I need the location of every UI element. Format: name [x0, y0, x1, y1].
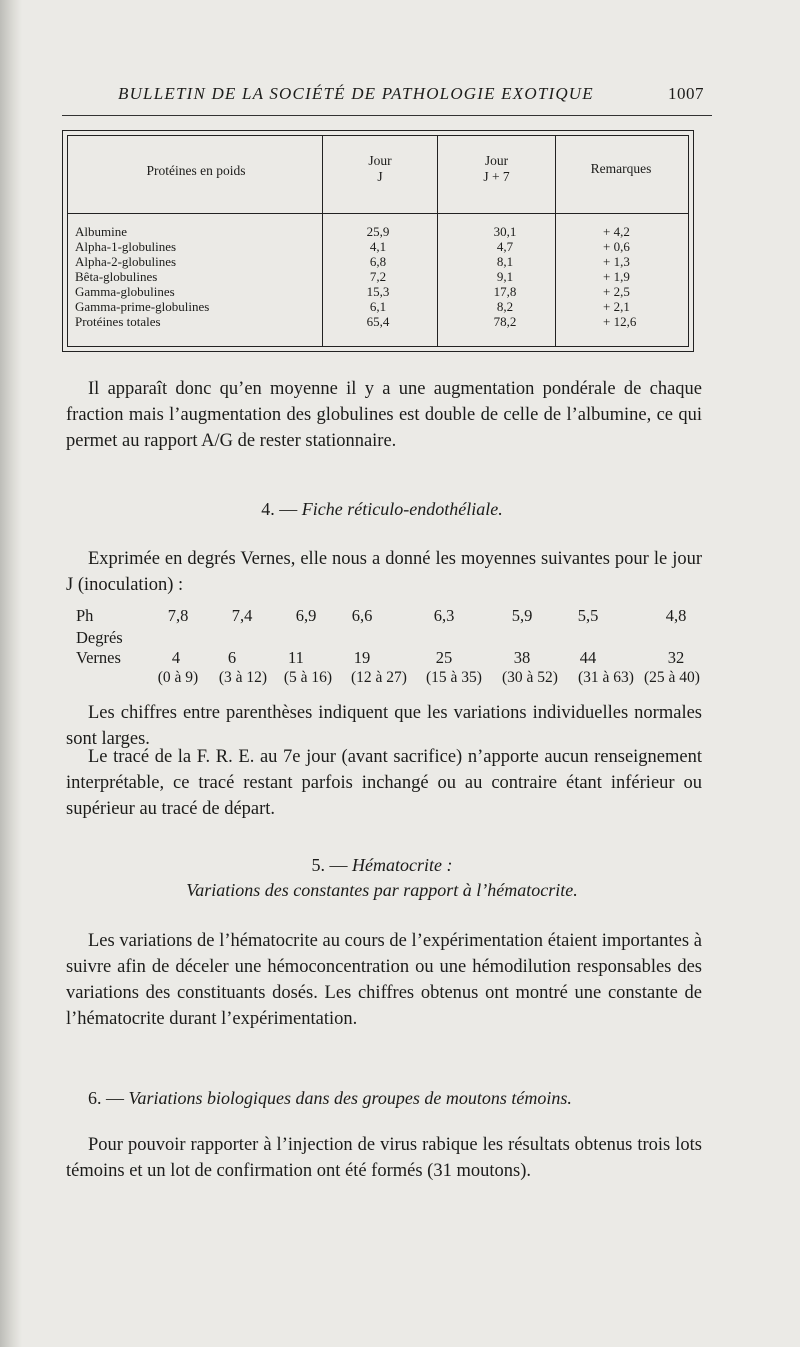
vernes-value: 38 [513, 648, 531, 667]
col-header-jour [323, 153, 437, 185]
row-rem: + 1,9 [603, 269, 630, 284]
row-rem: + 2,5 [603, 284, 630, 299]
paragraph-vernes-text: Exprimée en degrés Vernes, elle nous a donné les moyennes suivantes pour le jour J (inoculation) : [66, 549, 702, 595]
header-divider [67, 213, 689, 214]
ph-value: 5,9 [511, 606, 533, 625]
row-name: Bêta-globulines [75, 270, 158, 284]
vernes-range: (25 à 40) [644, 669, 700, 686]
section-4-title: Fiche réticulo-endothéliale. [301, 499, 503, 519]
row-j7: 9,1 [496, 269, 514, 284]
section-5-number: 5. — [311, 855, 348, 875]
paragraph-hematocrite [66, 928, 702, 1032]
paragraph-vernes [66, 546, 702, 598]
col-header-remarques: Remarques [590, 161, 652, 176]
row-rem: + 1,3 [603, 254, 630, 269]
degres-label: Degrés [76, 628, 123, 647]
vernes-value: 11 [288, 648, 304, 667]
row-j7: 78,2 [493, 314, 517, 329]
row-rem: + 4,2 [603, 224, 630, 239]
col-header-jour7-label: Jour [484, 153, 509, 168]
ph-value: 7,8 [167, 606, 189, 625]
page [62, 0, 712, 1347]
ph-value: 6,6 [351, 606, 373, 625]
ph-value: 6,3 [433, 606, 455, 625]
ph-value: 7,4 [231, 606, 253, 625]
table-row [75, 240, 685, 254]
section-4-number: 4. — [261, 499, 298, 519]
page-edge [0, 0, 22, 1347]
vernes-value: 32 [667, 648, 685, 667]
ph-value: 6,9 [295, 606, 317, 625]
row-name: Protéines totales [75, 315, 161, 329]
table-row [75, 315, 685, 329]
section-6-title: Variations biologiques dans des groupes de moutons témoins. [128, 1088, 572, 1108]
vernes-value: 44 [579, 648, 597, 667]
row-name: Gamma-globulines [75, 285, 175, 299]
col-header-j7: J + 7 [483, 169, 510, 184]
paragraph-ag-ratio-text: Il apparaît donc qu’en moyenne il y a une augmentation pondérale de chaque fraction mais l’augmentation des globulines est double de celle de l’albumine, ce qui permet au rapport A/G de rester stationnaire. [66, 379, 702, 451]
proteins-table [62, 130, 694, 352]
row-j: 7,2 [369, 269, 387, 284]
row-j7: 8,2 [496, 299, 514, 314]
vernes-value: 25 [435, 648, 453, 667]
running-head [118, 84, 704, 104]
vernes-range: (31 à 63) [578, 669, 634, 686]
row-j7: 17,8 [493, 284, 517, 299]
vernes-range: (5 à 16) [283, 669, 333, 686]
section-6-number: 6. — [88, 1088, 124, 1108]
paragraph-temoins-text: Pour pouvoir rapporter à l’injection de virus rabique les résultats obtenus trois lots témoins et un lot de confirmation ont été formés (31 moutons). [66, 1135, 702, 1181]
paragraph-fre [66, 744, 702, 822]
row-j: 6,8 [369, 254, 387, 269]
row-j: 6,1 [369, 299, 387, 314]
section-5-subtitle [62, 878, 702, 902]
section-5-title: Hématocrite : [352, 855, 453, 875]
paragraph-variations-text: Les chiffres entre parenthèses indiquent que les variations individuelles normales sont larges. [66, 703, 702, 749]
vernes-value: 4 [171, 648, 181, 667]
row-j: 25,9 [366, 224, 390, 239]
row-name: Gamma-prime-globulines [75, 300, 210, 314]
table-row [75, 285, 685, 299]
ph-label: Ph [76, 606, 94, 625]
col-header-jour-j7 [438, 153, 555, 185]
paragraph-fre-text: Le tracé de la F. R. E. au 7e jour (avant sacrifice) n’apporte aucun renseignement interprétable, ce tracé restant parfois inchangé ou au contraire étant inférieur ou supérieur au tracé de départ. [66, 747, 702, 819]
vernes-value: 19 [353, 648, 371, 667]
paragraph-temoins [66, 1132, 702, 1184]
row-j7: 4,7 [496, 239, 514, 254]
vernes-range: (0 à 9) [157, 669, 199, 686]
page-number: 1007 [668, 84, 704, 103]
table-row [75, 255, 685, 269]
row-rem: + 2,1 [603, 299, 630, 314]
paragraph-hematocrite-text: Les variations de l’hématocrite au cours de l’expérimentation étaient importantes à suivre afin de déceler une hémoconcentration ou une hémodilution responsables des variations des constituants dosés. Les chiffres obtenus ont montré une constante de l’hématocrite durant l’expérimentation. [66, 931, 702, 1029]
row-name: Albumine [75, 225, 127, 239]
vernes-range: (30 à 52) [502, 669, 558, 686]
row-j: 4,1 [369, 239, 387, 254]
row-j7: 30,1 [493, 224, 517, 239]
vernes-value: 6 [227, 648, 237, 667]
paragraph-ag-ratio [66, 376, 702, 454]
journal-title: BULLETIN DE LA SOCIÉTÉ DE PATHOLOGIE EXOTIQUE [118, 84, 594, 103]
vernes-range: (12 à 27) [351, 669, 407, 686]
ph-value: 5,5 [577, 606, 599, 625]
row-rem: + 12,6 [603, 314, 637, 329]
row-j: 65,4 [366, 314, 390, 329]
col-header-proteines: Protéines en poids [146, 163, 246, 178]
table-row [75, 225, 685, 239]
table-row [75, 300, 685, 314]
header-rule [62, 115, 712, 116]
row-j7: 8,1 [496, 254, 514, 269]
section-6-heading [88, 1086, 728, 1110]
row-name: Alpha-2-globulines [75, 255, 177, 269]
section-5-heading [62, 853, 702, 877]
ph-value: 4,8 [665, 606, 687, 625]
row-rem: + 0,6 [603, 239, 630, 254]
col-header-jour-label: Jour [368, 153, 392, 168]
vernes-label: Vernes [76, 648, 121, 667]
table-row [75, 270, 685, 284]
row-j: 15,3 [366, 284, 390, 299]
section-4-heading [62, 497, 702, 521]
vernes-range: (15 à 35) [426, 669, 482, 686]
vernes-range: (3 à 12) [218, 669, 268, 686]
row-name: Alpha-1-globulines [75, 240, 177, 254]
col-header-jour-j: J [377, 169, 383, 184]
section-5-subtitle-text: Variations des constantes par rapport à l’hématocrite. [186, 880, 578, 900]
